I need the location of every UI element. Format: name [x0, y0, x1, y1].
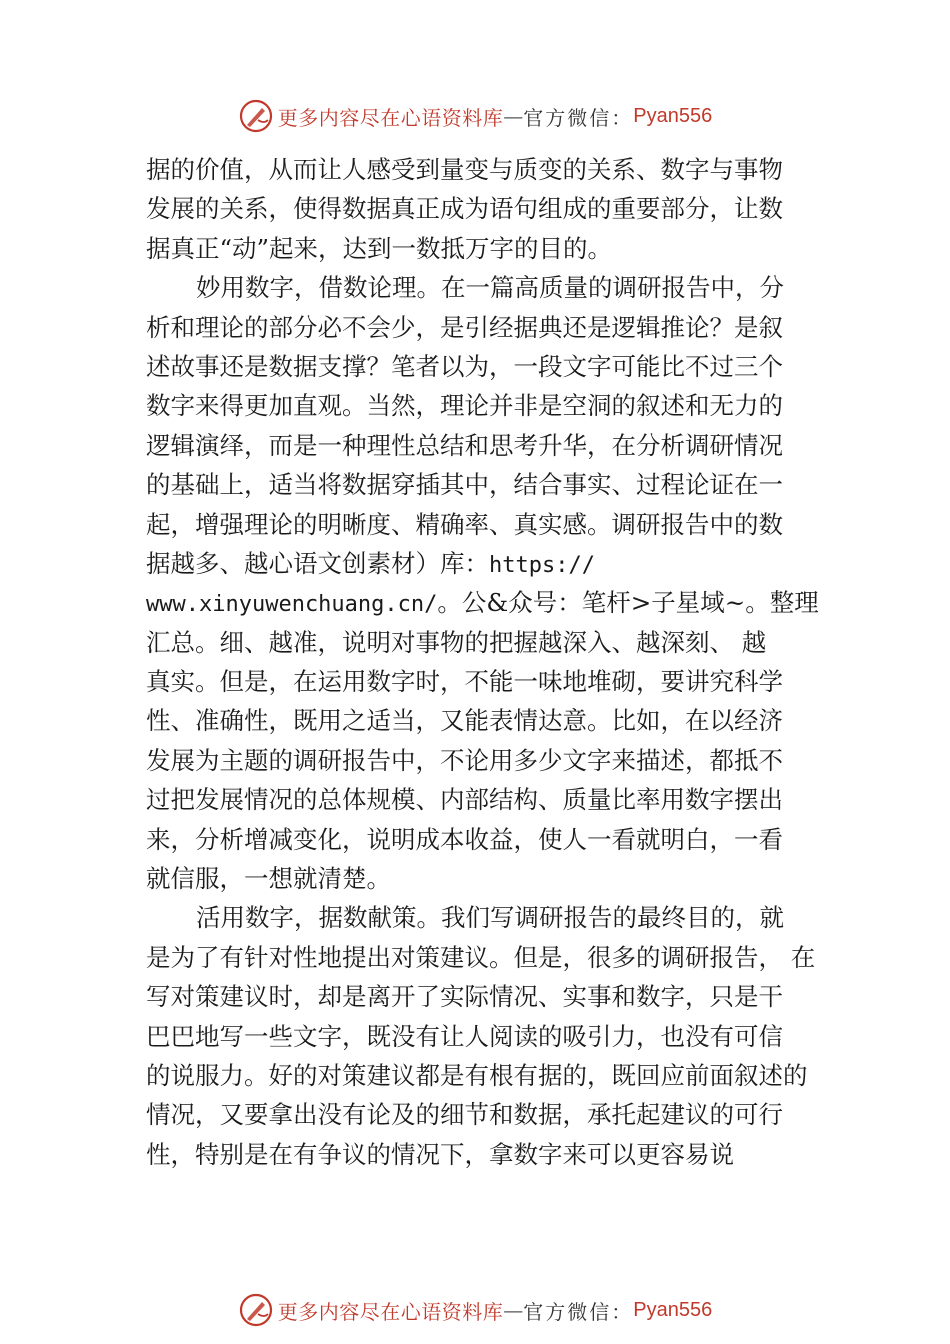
text-line: 汇总。细、越准，说明对事物的把握越深入、越深刻、 越	[146, 627, 767, 657]
text-line: 性，特别是在有争议的情况下，拿数字来可以更容易说	[146, 1139, 734, 1169]
text-line: 述故事还是数据支撑？笔者以为，一段文字可能比不过三个	[146, 351, 783, 381]
text-line: 的基础上，适当将数据穿插其中，结合事实、过程论证在一	[146, 470, 783, 500]
header-title: 更多内容尽在心语资料库	[277, 105, 504, 130]
text-fragment: 。公&众号：笔杆>子星域~。整理	[437, 588, 819, 618]
header-banner	[0, 96, 950, 136]
pen-logo-icon	[238, 98, 274, 134]
text-line: 性、准确性，既用之适当，又能表情达意。比如，在以经济	[146, 706, 783, 736]
text-line	[146, 583, 819, 622]
footer-banner	[0, 1290, 950, 1330]
text-line: 据真正“动”起来，达到一数抵万字的目的。	[146, 233, 613, 263]
text-line: 真实。但是，在运用数字时，不能一味地堆砌，要讲究科学	[146, 667, 783, 697]
header-wechat-id: Pyan556	[633, 104, 713, 127]
url-link: www.xinyuwenchuang.cn/	[146, 592, 438, 618]
paragraph-start: 妙用数字，借数论理。在一篇高质量的调研报告中，分	[196, 273, 784, 303]
text-line: 来，分析增减变化，说明成本收益，使人一看就明白，一看	[146, 824, 783, 854]
text-line: 据的价值，从而让人感受到量变与质变的关系、数字与事物	[146, 155, 783, 184]
text-line: 巴巴地写一些文字，既没有让人阅读的吸引力，也没有可信	[146, 1021, 783, 1051]
header-wechat-label: 官方微信：	[523, 105, 634, 130]
text-fragment: 据越多、越心语文创素材）库：	[146, 548, 489, 578]
text-line: 就信服，一想就清楚。	[146, 864, 391, 894]
url-fragment: https://	[489, 552, 595, 578]
text-line: 起，增强理论的明晰度、精确率、真实感。调研报告中的数	[146, 509, 783, 539]
text-line: 析和理论的部分必不会少，是引经据典还是逻辑推论？是叙	[146, 312, 783, 342]
pen-logo-icon	[238, 1292, 274, 1328]
paragraph-start: 活用数字，据数献策。我们写调研报告的最终目的，就	[196, 903, 784, 933]
footer-dash: —	[503, 1298, 524, 1322]
text-line: 发展为主题的调研报告中，不论用多少文字来描述，都抵不	[146, 745, 783, 775]
footer-title: 更多内容尽在心语资料库	[277, 1299, 504, 1324]
document-body	[146, 150, 819, 1174]
footer-wechat-label: 官方微信：	[523, 1299, 634, 1324]
text-line	[146, 544, 816, 583]
header-dash: —	[503, 104, 524, 128]
text-line: 过把发展情况的总体规模、内部结构、质量比率用数字摆出	[146, 785, 783, 815]
text-line: 数字来得更加直观。当然，理论并非是空洞的叙述和无力的	[146, 391, 783, 421]
footer-wechat-id: Pyan556	[633, 1298, 713, 1321]
text-line: 发展的关系，使得数据真正成为语句组成的重要部分，让数	[146, 194, 783, 224]
text-line: 的说服力。好的对策建议都是有根有据的，既回应前面叙述的	[146, 1060, 808, 1090]
text-line: 是为了有针对性地提出对策建议。但是，很多的调研报告， 在	[146, 942, 816, 972]
text-line: 逻辑演绎，而是一种理性总结和思考升华，在分析调研情况	[146, 430, 783, 460]
text-line: 情况，又要拿出没有论及的细节和数据，承托起建议的可行	[146, 1100, 783, 1130]
text-line: 写对策建议时，却是离开了实际情况、实事和数字，只是干	[146, 982, 783, 1012]
